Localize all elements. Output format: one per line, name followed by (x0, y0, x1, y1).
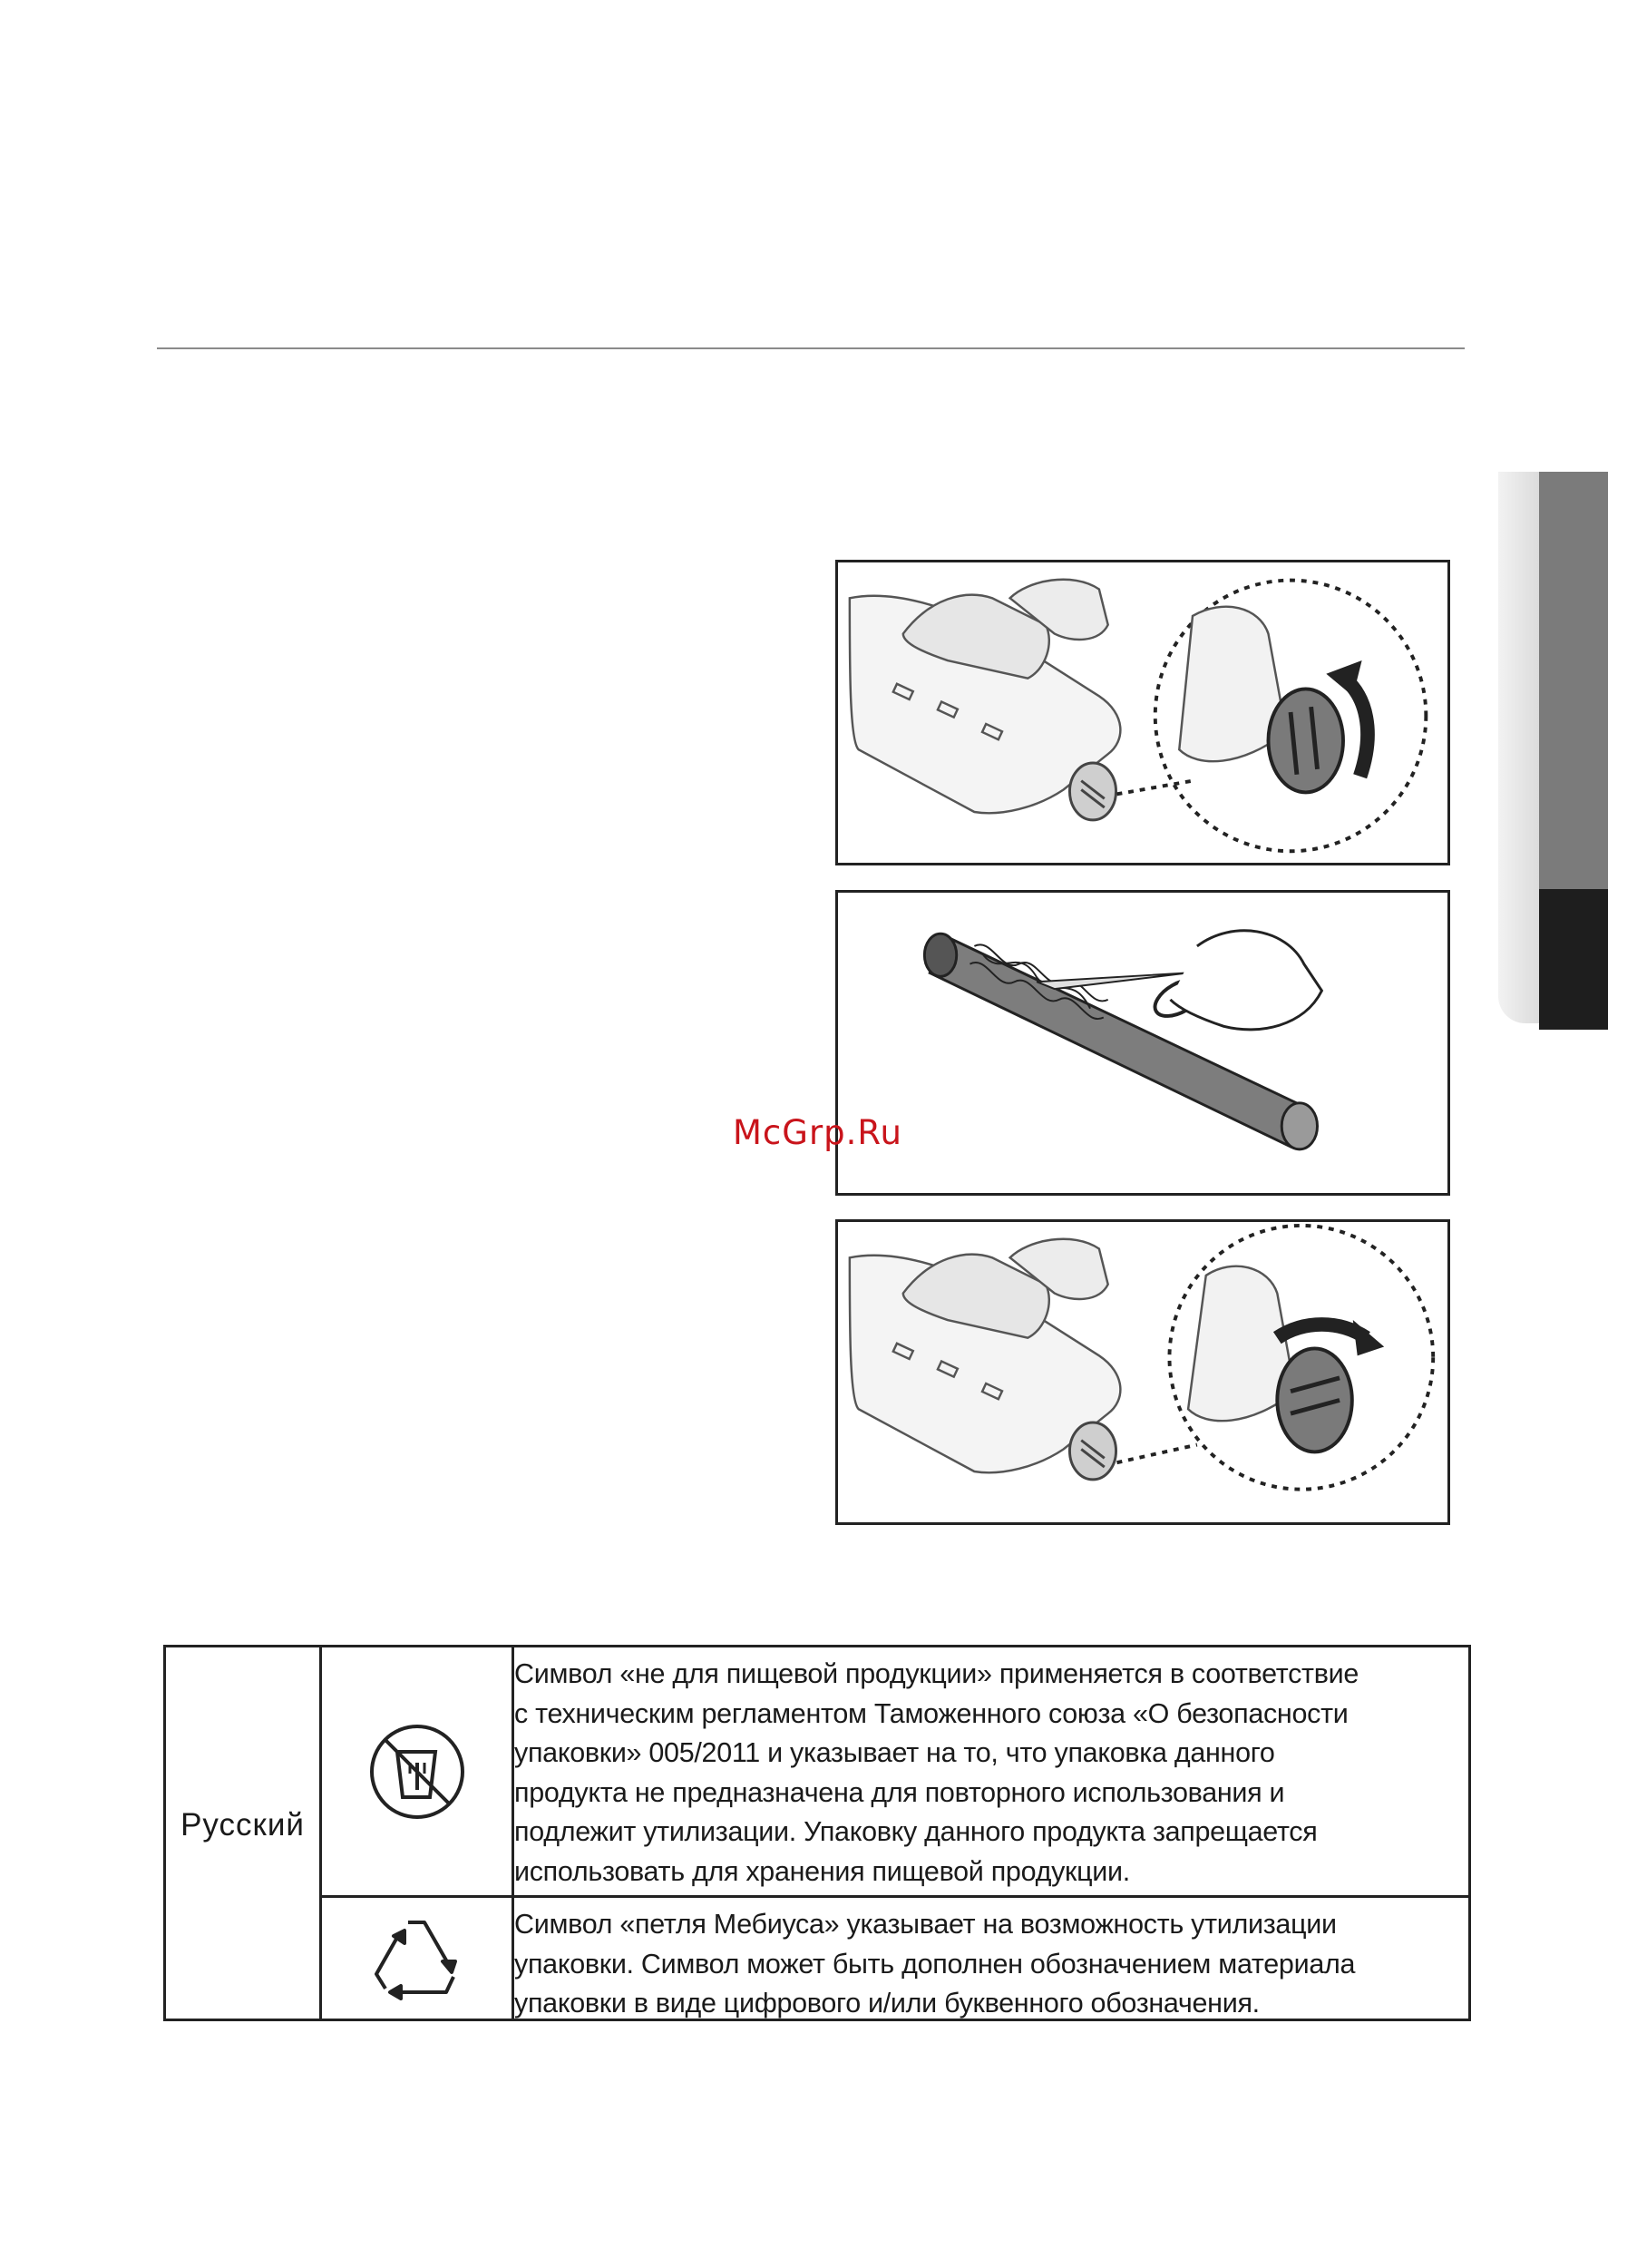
section-tab-background (1498, 472, 1539, 1023)
description-line: продукта не предназначена для повторного использования и (514, 1776, 1285, 1808)
figure-brush-cap-lock (835, 1219, 1450, 1525)
description-line: Символ «не для пищевой продукции» применяется в соответствие (514, 1658, 1359, 1689)
description-line: использовать для хранения пищевой продукции. (514, 1855, 1130, 1887)
packaging-symbols-table (163, 1645, 1471, 2021)
language-label: Русский (180, 1807, 305, 1843)
watermark: McGrp.Ru (733, 1113, 902, 1152)
brush-cap-lock-illustration (838, 1222, 1447, 1522)
not-for-food-icon (363, 1717, 472, 1826)
description-line: подлежит утилизации. Упаковку данного продукта запрещается (514, 1816, 1318, 1847)
description-line: упаковки. Символ может быть дополнен обозначением материала (514, 1948, 1356, 1980)
description-line: с техническим регламентом Таможенного союза «О безопасности (514, 1697, 1349, 1729)
table-row (322, 1898, 1468, 2019)
brush-cap-unlock-illustration (838, 562, 1447, 863)
language-cell (166, 1647, 322, 2019)
description-line: упаковки» 005/2011 и указывает на то, что упаковка данного (514, 1737, 1275, 1768)
section-tab-grey (1539, 472, 1608, 889)
description-not-for-food (514, 1647, 1466, 1892)
section-tab-dark (1539, 889, 1608, 1030)
icon-cell (322, 1647, 514, 1895)
mobius-loop-icon (363, 1909, 472, 2009)
table-row (322, 1647, 1468, 1898)
description-mobius-loop (514, 1898, 1466, 2024)
icon-cell (322, 1898, 514, 2019)
description-line: Символ «петля Мебиуса» указывает на возможность утилизации (514, 1909, 1337, 1940)
description-line: упаковки в виде цифрового и/или буквенного обозначения. (514, 1988, 1260, 2019)
cut-hair-from-brush-illustration (838, 893, 1447, 1193)
figure-brush-cap-unlock (835, 560, 1450, 865)
figure-cut-hair-from-brush (835, 890, 1450, 1196)
header-rule (157, 347, 1465, 349)
